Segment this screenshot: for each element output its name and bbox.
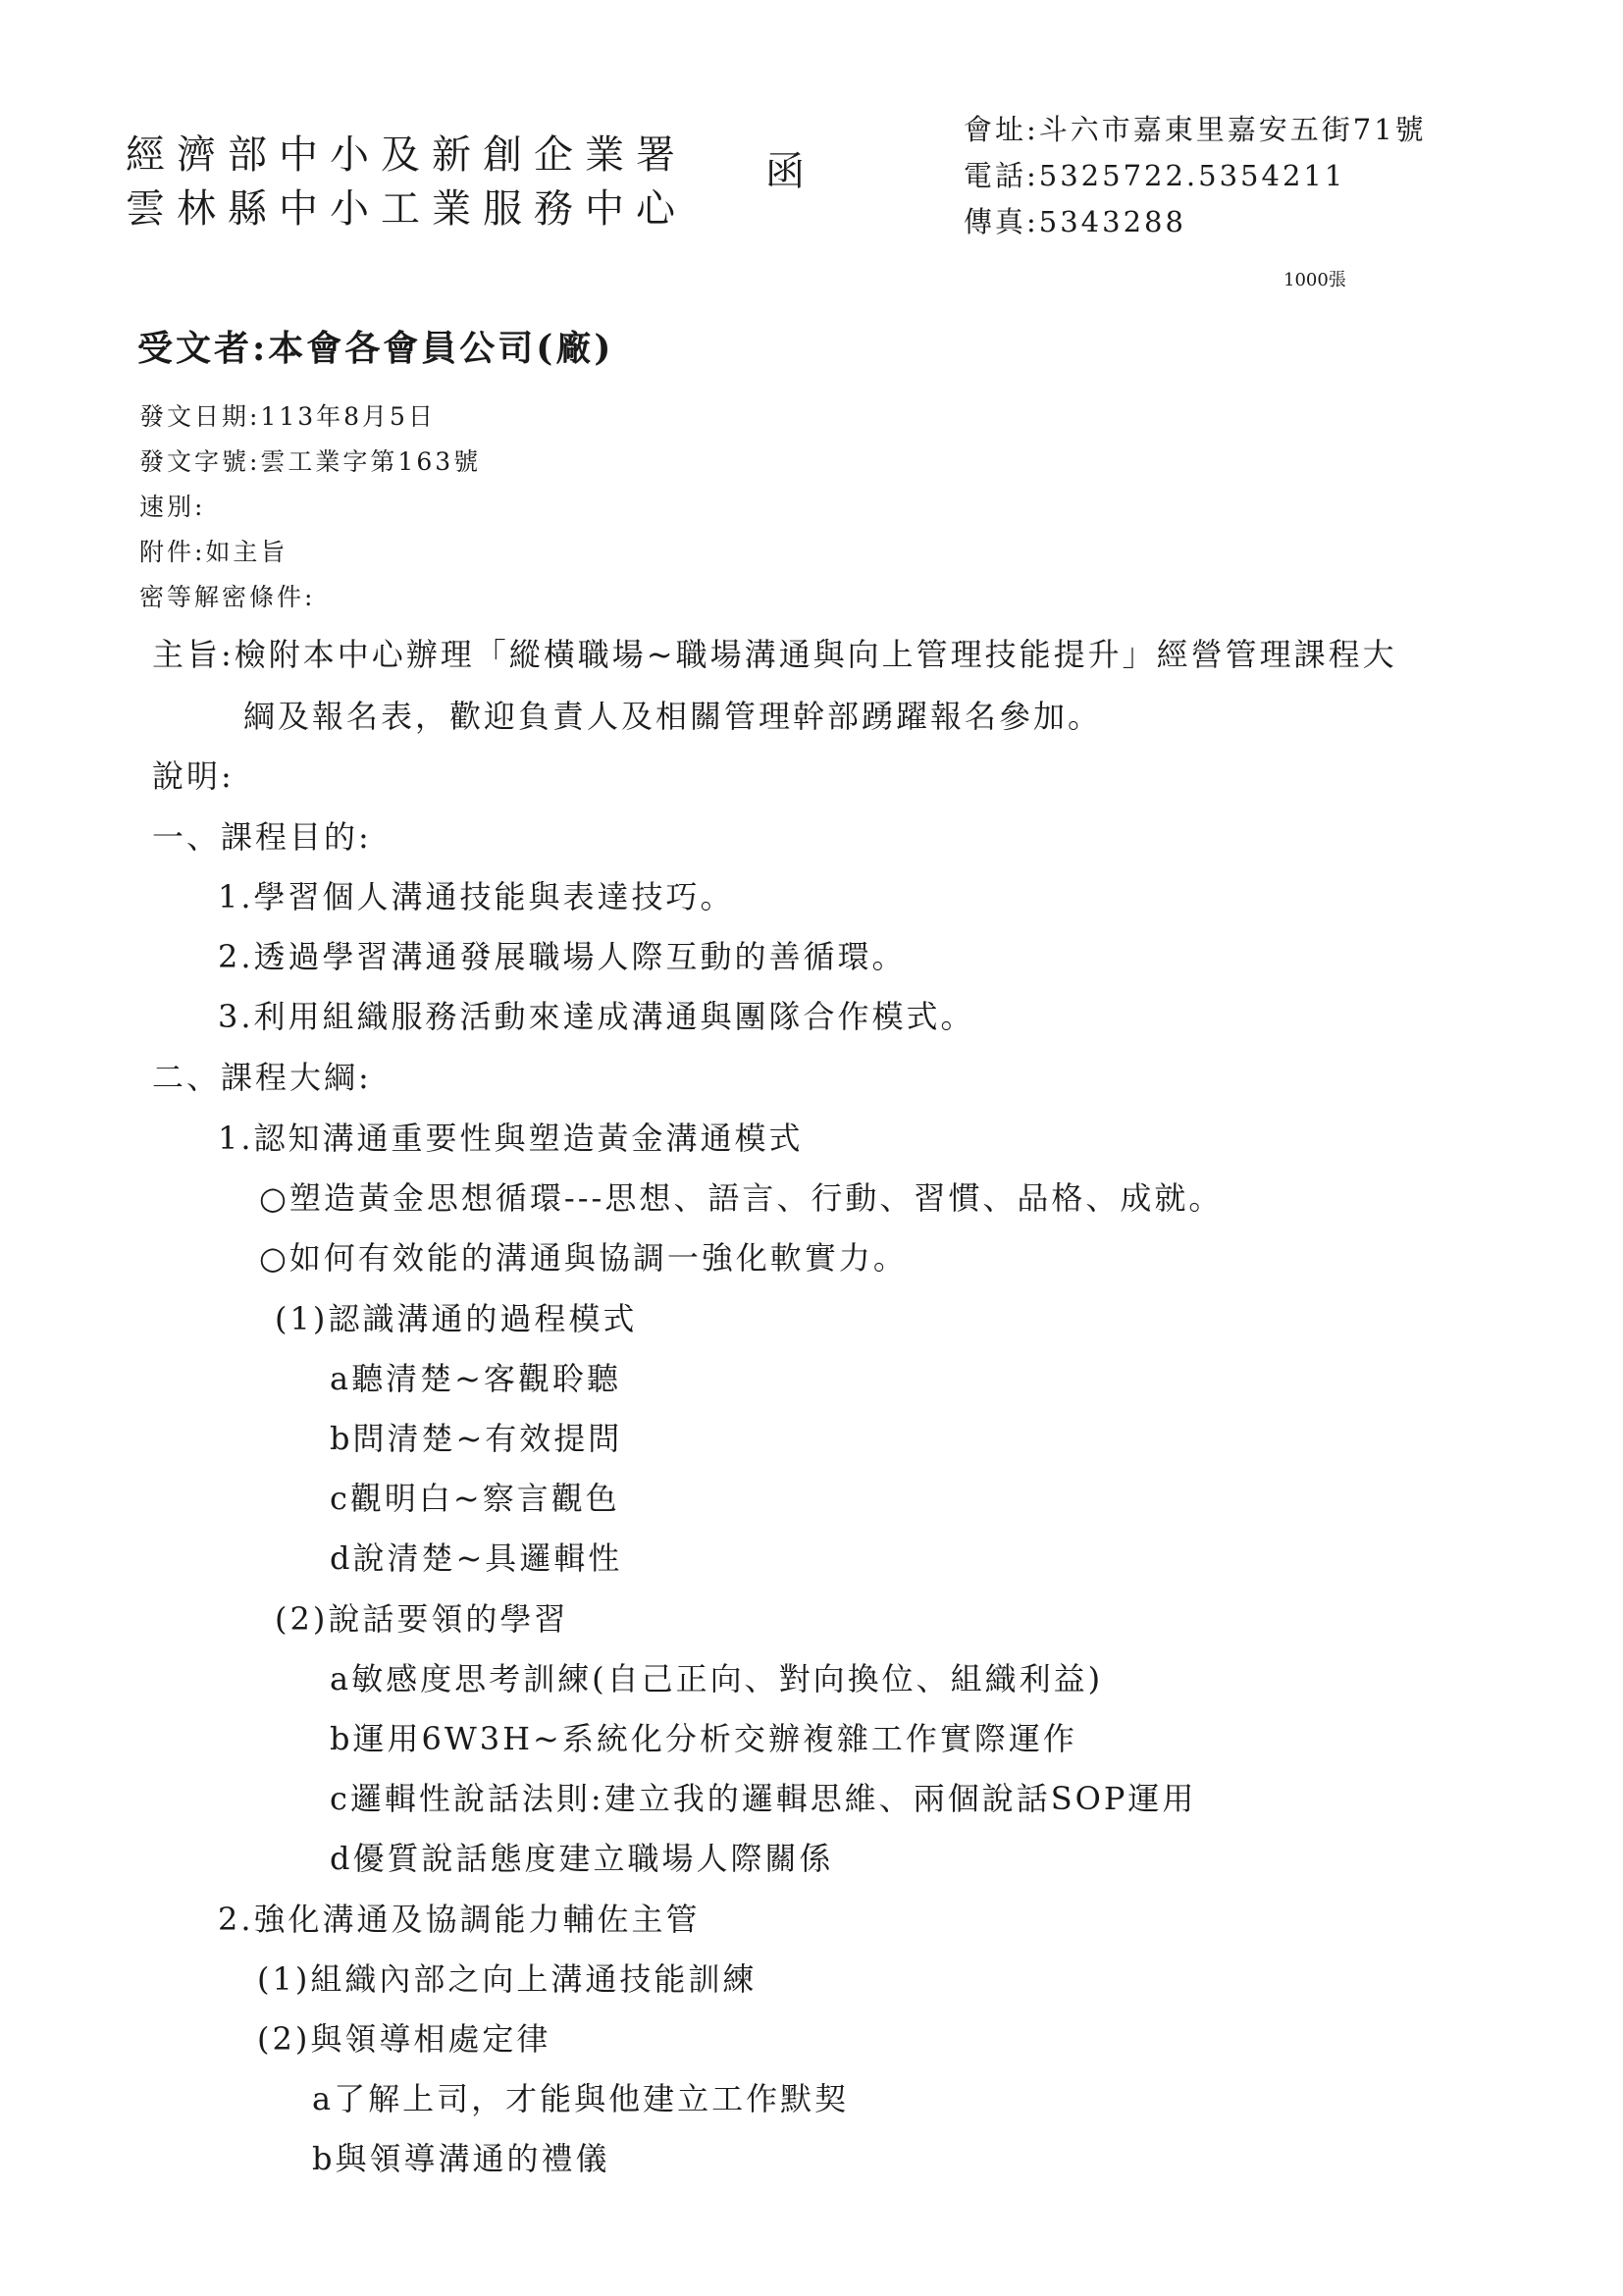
phone: 電話:5325722.5354211	[964, 159, 1346, 192]
topic1-bullet: ○如何有效能的溝通與協調一強化軟實力。	[259, 1239, 908, 1277]
topic1-sub2-item: a敏感度思考訓練(自己正向、對向換位、組織利益)	[330, 1660, 1104, 1697]
topic1-sub1-item: d說清楚~具邏輯性	[330, 1539, 623, 1577]
topic1-bullet: ○塑造黃金思想循環---思想、語言、行動、習慣、品格、成就。	[259, 1179, 1224, 1217]
section1-item: 1.學習個人溝通技能與表達技巧。	[218, 878, 735, 915]
section2-heading: 二、課程大綱:	[152, 1059, 372, 1096]
topic2-sub2-item: b與領導溝通的禮儀	[312, 2140, 610, 2177]
topic1-sub2-title: (2)說話要領的學習	[275, 1600, 569, 1638]
recipient: 受文者:本會各會員公司(廠)	[137, 328, 614, 369]
topic1-title: 1.認知溝通重要性與塑造黃金溝通模式	[218, 1120, 804, 1157]
address: 會址:斗六市嘉東里嘉安五街71號	[964, 113, 1427, 146]
copies-count: 1000張	[1283, 270, 1346, 290]
subject-line2: 綱及報名表，歡迎負責人及相關管理幹部踴躍報名參加。	[243, 698, 1103, 735]
security-condition: 密等解密條件:	[139, 583, 316, 611]
topic2-sub1: (1)組織內部之向上溝通技能訓練	[257, 1960, 758, 1998]
section1-item: 2.透過學習溝通發展職場人際互動的善循環。	[218, 938, 907, 975]
topic1-sub2-item: d優質說話態度建立職場人際關係	[330, 1840, 834, 1877]
explanation-label: 說明:	[152, 757, 235, 795]
attachment: 附件:如主旨	[139, 538, 288, 566]
topic1-sub2-item: b運用6W3H~系統化分析交辦複雜工作實際運作	[330, 1720, 1077, 1757]
doc-type: 函	[765, 149, 805, 194]
subject-line1: 主旨:檢附本中心辦理「縱橫職場~職場溝通與向上管理技能提升」經營管理課程大	[152, 636, 1397, 673]
section1-item: 3.利用組織服務活動來達成溝通與團隊合作模式。	[218, 998, 975, 1035]
topic1-sub1-item: c觀明白~察言觀色	[330, 1480, 620, 1517]
topic2-sub2-item: a了解上司，才能與他建立工作默契	[312, 2080, 850, 2117]
topic1-sub1-item: b問清楚~有效提問	[330, 1420, 623, 1457]
speed: 速別:	[139, 493, 206, 521]
topic1-sub2-item: c邏輯性說話法則:建立我的邏輯思維、兩個說話SOP運用	[330, 1780, 1197, 1817]
topic2-title: 2.強化溝通及協調能力輔佐主管	[218, 1901, 701, 1938]
topic1-sub1-title: (1)認識溝通的過程模式	[275, 1300, 638, 1337]
org-name-line1: 經濟部中小及新創企業署	[126, 132, 687, 178]
topic2-sub2-title: (2)與領導相處定律	[257, 2020, 551, 2058]
topic1-sub1-item: a聽清楚~客觀聆聽	[330, 1360, 621, 1397]
org-name-line2: 雲林縣中小工業服務中心	[126, 186, 687, 232]
fax: 傳真:5343288	[964, 205, 1186, 238]
issue-date: 發文日期:113年8月5日	[139, 402, 436, 431]
issue-number: 發文字號:雲工業字第163號	[139, 447, 482, 476]
section1-heading: 一、課程目的:	[152, 818, 372, 856]
